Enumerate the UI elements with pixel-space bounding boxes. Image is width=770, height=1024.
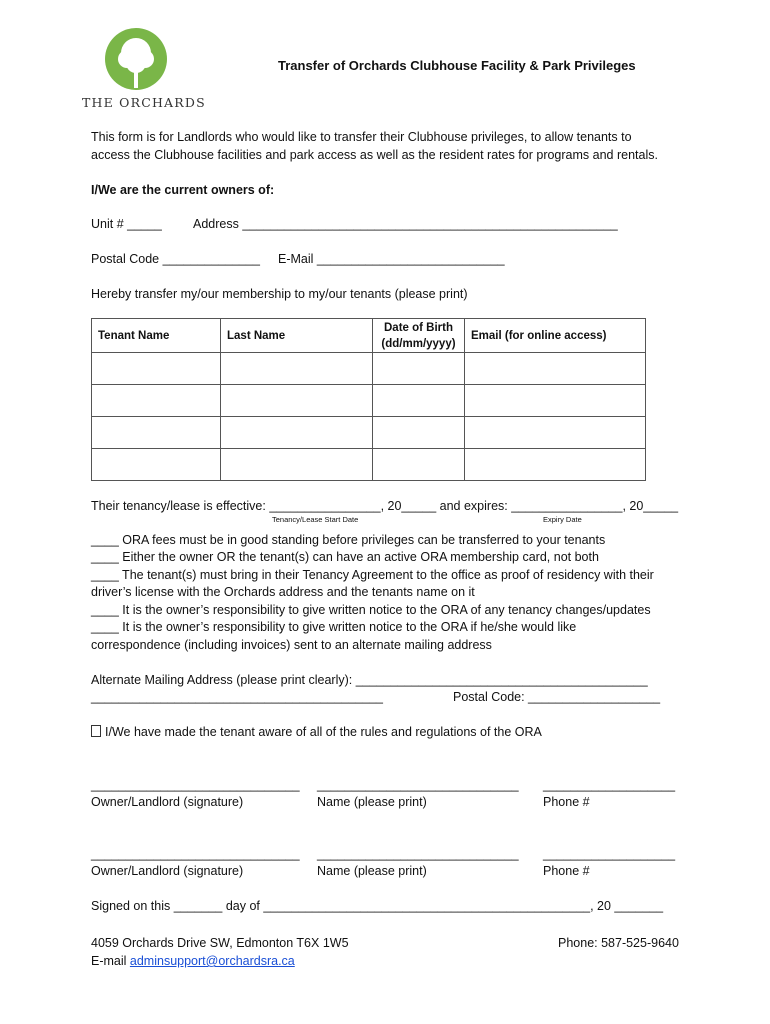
phone-label-2: Phone # bbox=[543, 864, 590, 878]
condition-tenancy-agreement-cont: driver’s license with the Orchards address and the tenants name on it bbox=[91, 585, 475, 599]
tenant-name-cell[interactable] bbox=[92, 353, 221, 385]
table-header-row bbox=[92, 319, 646, 353]
table-row bbox=[92, 417, 646, 449]
signed-on-field[interactable]: Signed on this _______ day of _______________________________________________, 20 _______ bbox=[91, 899, 664, 913]
condition-membership-card: ____ Either the owner OR the tenant(s) can have an active ORA membership card, not both bbox=[91, 550, 599, 564]
column-header-tenant-name: Tenant Name bbox=[92, 319, 221, 353]
table-row bbox=[92, 449, 646, 481]
condition-fees: ____ ORA fees must be in good standing before privileges can be transferred to your tenants bbox=[91, 533, 606, 547]
email-cell[interactable] bbox=[465, 353, 646, 385]
acknowledge-checkbox[interactable] bbox=[91, 725, 101, 737]
column-header-date-of-birth: Date of Birth (dd/mm/yyyy) bbox=[373, 319, 465, 353]
owner-signature-label: Owner/Landlord (signature) bbox=[91, 795, 244, 809]
transfer-statement: Hereby transfer my/our membership to my/our tenants (please print) bbox=[91, 287, 468, 301]
footer-email-link[interactable]: adminsupport@orchardsra.ca bbox=[129, 954, 295, 968]
tenancy-dates-field[interactable]: Their tenancy/lease is effective: ________________, 20_____ and expires: ________________, 20_____ bbox=[91, 499, 679, 513]
tree-icon bbox=[103, 26, 169, 96]
condition-alternate-correspondence-cont: correspondence (including invoices) sent to an alternate mailing address bbox=[91, 638, 492, 652]
logo-text: THE ORCHARDS bbox=[82, 95, 206, 110]
address-field[interactable]: Address ______________________________________________________ bbox=[193, 217, 618, 231]
tenancy-start-caption: Tenancy/Lease Start Date bbox=[272, 515, 359, 524]
email-cell[interactable] bbox=[465, 449, 646, 481]
footer-address: 4059 Orchards Drive SW, Edmonton T6X 1W5 bbox=[91, 936, 349, 950]
condition-tenancy-agreement: ____ The tenant(s) must bring in their Tenancy Agreement to the office as proof of residency with their bbox=[91, 568, 654, 582]
table-row bbox=[92, 353, 646, 385]
phone-line[interactable]: ___________________ bbox=[543, 778, 676, 792]
tenant-name-cell[interactable] bbox=[92, 385, 221, 417]
last-name-cell[interactable] bbox=[221, 449, 373, 481]
condition-written-notice: ____ It is the owner’s responsibility to give written notice to the ORA of any tenancy changes/updates bbox=[91, 603, 651, 617]
email-cell[interactable] bbox=[465, 417, 646, 449]
intro-line-2: access the Clubhouse facilities and park access as well as the resident rates for programs and rentals. bbox=[91, 148, 658, 162]
date-of-birth-cell[interactable] bbox=[373, 449, 465, 481]
date-of-birth-cell[interactable] bbox=[373, 385, 465, 417]
last-name-cell[interactable] bbox=[221, 417, 373, 449]
intro-line-1: This form is for Landlords who would like to transfer their Clubhouse privileges, to allow tenants to bbox=[91, 130, 632, 144]
owner-name-label: Name (please print) bbox=[317, 795, 427, 809]
tenant-name-cell[interactable] bbox=[92, 417, 221, 449]
table-row bbox=[92, 385, 646, 417]
acknowledge-row bbox=[91, 725, 542, 739]
footer-email-label: E-mail bbox=[91, 954, 127, 968]
alternate-address-line-2[interactable]: __________________________________________ bbox=[91, 690, 383, 704]
tenant-name-cell[interactable] bbox=[92, 449, 221, 481]
owner-name-line-2[interactable]: _____________________________ bbox=[317, 847, 519, 861]
owner-name-line[interactable]: _____________________________ bbox=[317, 778, 519, 792]
column-header-email: Email (for online access) bbox=[465, 319, 646, 353]
footer-email-row bbox=[91, 954, 295, 968]
owner-signature-label-2: Owner/Landlord (signature) bbox=[91, 864, 244, 878]
orchards-logo bbox=[103, 26, 169, 96]
page-title: Transfer of Orchards Clubhouse Facility & Park Privileges bbox=[278, 58, 636, 73]
owners-heading: I/We are the current owners of: bbox=[91, 183, 275, 197]
footer-phone: Phone: 587-525-9640 bbox=[558, 936, 679, 950]
email-field[interactable]: E-Mail ___________________________ bbox=[278, 252, 505, 266]
tenants-table bbox=[91, 318, 646, 481]
phone-label: Phone # bbox=[543, 795, 590, 809]
phone-line-2[interactable]: ___________________ bbox=[543, 847, 676, 861]
postal-code-field[interactable]: Postal Code ______________ bbox=[91, 252, 260, 266]
last-name-cell[interactable] bbox=[221, 353, 373, 385]
date-of-birth-cell[interactable] bbox=[373, 353, 465, 385]
unit-field[interactable]: Unit # _____ bbox=[91, 217, 162, 231]
date-of-birth-cell[interactable] bbox=[373, 417, 465, 449]
alternate-postal-field[interactable]: Postal Code: ___________________ bbox=[453, 690, 661, 704]
owner-name-label-2: Name (please print) bbox=[317, 864, 427, 878]
last-name-cell[interactable] bbox=[221, 385, 373, 417]
email-cell[interactable] bbox=[465, 385, 646, 417]
owner-signature-line-2[interactable]: ______________________________ bbox=[91, 847, 300, 861]
condition-alternate-correspondence: ____ It is the owner’s responsibility to give written notice to the ORA if he/she would like bbox=[91, 620, 577, 634]
owner-signature-line[interactable]: ______________________________ bbox=[91, 778, 300, 792]
column-header-last-name: Last Name bbox=[221, 319, 373, 353]
expiry-caption: Expiry Date bbox=[543, 515, 582, 524]
acknowledge-text: I/We have made the tenant aware of all of the rules and regulations of the ORA bbox=[105, 725, 542, 739]
alternate-address-field[interactable]: Alternate Mailing Address (please print clearly): __________________________________________ bbox=[91, 673, 648, 687]
